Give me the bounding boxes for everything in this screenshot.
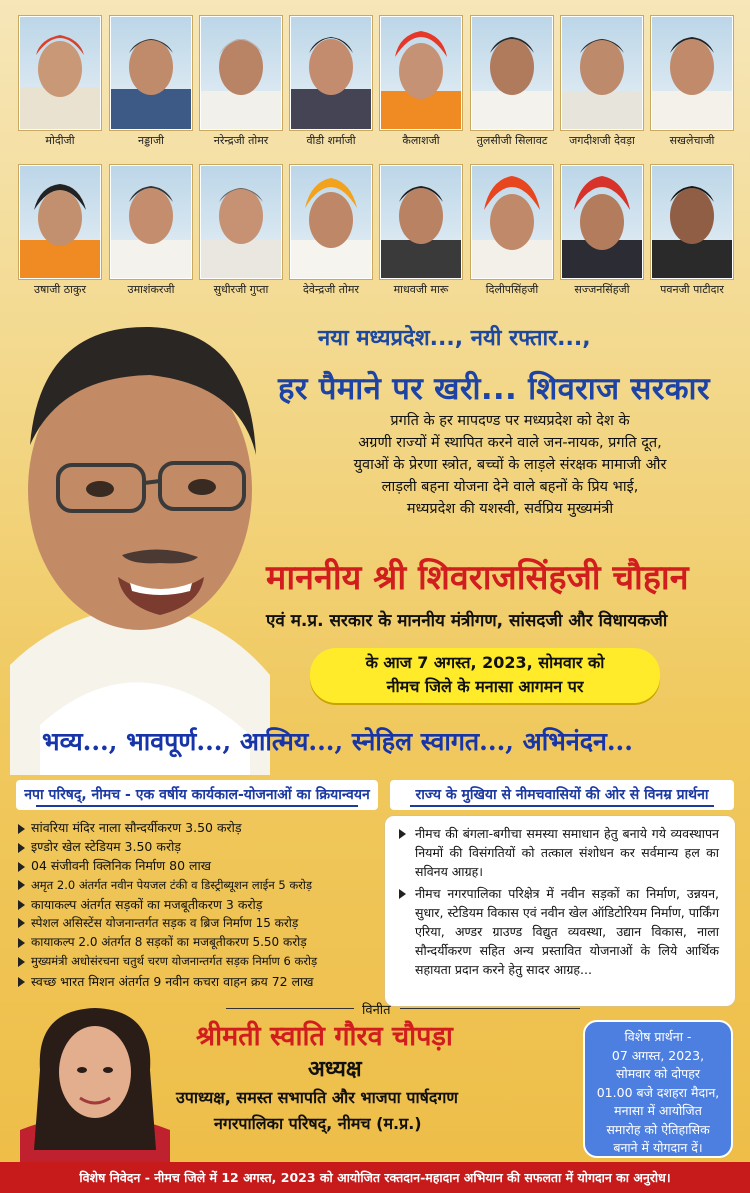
leader-card: [380, 165, 462, 297]
achievements-list: [18, 818, 380, 991]
intro-line: लाड़ली बहना योजना देने वाले बहनों के प्रिय भाई,: [381, 479, 639, 495]
bullet-icon: [18, 977, 25, 987]
list-item: स्वच्छ भारत मिशन अंतर्गत 9 नवीन कचरा वाहन क्रय 72 लाख: [18, 972, 380, 991]
slogan: नया मध्यप्रदेश..., नयी रफ्तार...,: [318, 326, 591, 351]
leader-card: [471, 16, 553, 148]
left-column-heading: नपा परिषद्, नीमच - एक वर्षीय कार्यकाल-योजनाओं का क्रियान्वयन: [16, 780, 378, 810]
organisation: नगरपालिका परिषद्, नीमच (म.प्र.): [214, 1114, 422, 1133]
leader-card: [290, 165, 372, 297]
request-line: विशेष प्रार्थना -: [624, 1029, 692, 1044]
leader-name: जगदीशजी देवड़ा: [569, 134, 635, 147]
leader-photo: [651, 16, 733, 130]
leader-photo: [561, 165, 643, 279]
ministers-subheading: एवं म.प्र. सरकार के माननीय मंत्रीगण, सांसदजी और विधायकजी: [266, 611, 668, 631]
request-line: मनासा में आयोजित: [614, 1103, 702, 1118]
leader-photo: [200, 16, 282, 130]
leader-name: देवेन्द्रजी तोमर: [303, 283, 359, 296]
bullet-icon: [18, 880, 25, 890]
leader-card: [200, 165, 282, 297]
leader-card: [651, 165, 733, 297]
bullet-icon: [18, 824, 25, 834]
president-title: अध्यक्ष: [308, 1057, 362, 1082]
cm-name: माननीय श्री शिवराजसिंहजी चौहान: [266, 558, 689, 598]
bullet-icon: [18, 918, 25, 928]
list-item: कायाकल्प 2.0 अंतर्गत 8 सड़कों का मजबूतीकरण 5.50 करोड़: [18, 933, 380, 952]
bullet-icon: [18, 900, 25, 910]
intro-line: अग्रणी राज्यों में स्थापित करने वाले जन-नायक, प्रगति दूत,: [358, 435, 662, 451]
list-item: स्पेशल असिस्टेंस योजनान्तर्गत सड़क व ब्रिज निर्माण 15 करोड़: [18, 914, 380, 933]
leader-photo: [651, 165, 733, 279]
leader-name: नरेन्द्रजी तोमर: [213, 134, 269, 147]
leader-name: तुलसीजी सिलावट: [476, 134, 548, 147]
list-item: कायाकल्प अंतर्गत सड़कों का मजबूतीकरण 3 करोड़: [18, 895, 380, 914]
leader-card: [380, 16, 462, 148]
cm-portrait: [0, 305, 280, 775]
leader-photo: [19, 165, 101, 279]
president-portrait: [20, 1000, 170, 1162]
welcome-banner: भव्य..., भावपूर्ण..., आत्मिय..., स्नेहिल स्वागत..., अभिनंदन...: [42, 727, 633, 756]
leader-card: [19, 16, 101, 148]
leader-photo: [110, 16, 192, 130]
leader-photo: [380, 165, 462, 279]
leader-name: पवनजी पाटीदार: [660, 283, 724, 296]
request-box: [384, 815, 736, 1007]
leader-name: मोदीजी: [45, 134, 75, 147]
intro-line: प्रगति के हर मापदण्ड पर मध्यप्रदेश को देश के: [390, 413, 630, 429]
list-item: सांवरिया मंदिर नाला सौन्दर्यीकरण 3.50 करोड़: [18, 818, 380, 837]
bullet-icon: [399, 889, 406, 899]
divider: [226, 1008, 354, 1009]
leader-name: दिलीपसिंहजी: [485, 283, 539, 296]
list-item: अमृत 2.0 अंतर्गत नवीन पेयजल टंकी व डिस्ट्रीब्यूशन लाईन 5 करोड़: [18, 876, 380, 895]
request-line: बनाने में योगदान दें।: [613, 1140, 703, 1155]
leader-photo: [200, 165, 282, 279]
leader-name: सखलेचाजी: [669, 134, 715, 147]
leader-card: [651, 16, 733, 148]
footer-banner: विशेष निवेदन - नीमच जिले में 12 अगस्त, 2023 को आयोजित रक्तदान-महादान अभियान की सफलता में योगदान का अनुरोध।: [0, 1162, 750, 1193]
request-item: नीमच नगरपालिका परिक्षेत्र में नवीन सड़कों का निर्माण, उन्नयन, सुधार, स्टेडियम विकास एवं नवीन खेल ऑडिटोरियम निर्माण, पार्किंग एरिया, अण्डर ग्राउण्ड विद्युत व्यवस्था, उद्यान विकास, नाला सौन्दर्यीकरण सहित अन्य प्रस्तावित योजनाओं के लिये आर्थिक सहायता प्रदान करने हेतु सादर आग्रह...: [399, 884, 719, 979]
visit-date-box: [310, 648, 660, 703]
bullet-icon: [18, 957, 25, 967]
leader-card: [200, 16, 282, 148]
leader-photo: [19, 16, 101, 130]
president-name: श्रीमती स्वाति गौरव चौपड़ा: [196, 1021, 453, 1052]
list-item: 04 संजीवनी क्लिनिक निर्माण 80 लाख: [18, 856, 380, 875]
leader-name: उमाशंकरजी: [127, 283, 175, 296]
leader-name: सज्जनसिंहजी: [574, 283, 630, 296]
bullet-icon: [18, 938, 25, 948]
list-item: इण्डोर खेल स्टेडियम 3.50 करोड़: [18, 837, 380, 856]
request-item: नीमच की बंगला-बगीचा समस्या समाधान हेतु बनाये गये व्यवस्थापन नियमों की विसंगतियों को तत्काल संशोधन कर सर्वमान्य हल का सविनय आग्रह।: [399, 824, 719, 881]
leader-name: माधवजी मारू: [393, 283, 449, 296]
bullet-icon: [18, 843, 25, 853]
leader-name: उषाजी ठाकुर: [34, 283, 86, 296]
request-line: 07 अगस्त, 2023,: [611, 1047, 705, 1063]
intro-paragraph: [300, 410, 720, 520]
leader-name: नड्डाजी: [138, 134, 164, 147]
right-column-heading: राज्य के मुखिया से नीमचवासियों की ओर से विनम्र प्रार्थना: [390, 780, 734, 810]
request-line: 01.00 बजे दशहरा मैदान,: [596, 1084, 720, 1100]
request-line: सोमवार को दोपहर: [616, 1066, 700, 1081]
leader-photo: [110, 165, 192, 279]
list-item: मुख्यमंत्री अधोसंरचना चतुर्थ चरण योजनान्तर्गत सड़क निर्माण 6 करोड़: [18, 952, 380, 971]
divider: [400, 1008, 580, 1009]
bullet-icon: [18, 862, 25, 872]
leader-photo: [290, 165, 372, 279]
leader-photo: [380, 16, 462, 130]
leader-photo: [290, 16, 372, 130]
leader-card: [471, 165, 553, 297]
special-request-box: [583, 1020, 733, 1158]
leader-photo: [471, 16, 553, 130]
leader-photo: [561, 16, 643, 130]
leader-name: वीडी शर्माजी: [306, 134, 356, 147]
leader-card: [19, 165, 101, 297]
headline: हर पैमाने पर खरी... शिवराज सरकार: [278, 371, 710, 407]
bullet-icon: [399, 829, 406, 839]
visit-line: के आज 7 अगस्त, 2023, सोमवार को: [365, 653, 605, 672]
visit-line: नीमच जिले के मनासा आगमन पर: [386, 677, 584, 696]
council-members: उपाध्यक्ष, समस्त सभापति और भाजपा पार्षदगण: [176, 1088, 458, 1107]
leader-card: [290, 16, 372, 148]
leader-card: [561, 165, 643, 297]
leader-name: सुधीरजी गुप्ता: [213, 283, 269, 296]
intro-line: मध्यप्रदेश की यशस्वी, सर्वप्रिय मुख्यमंत्री: [406, 501, 614, 517]
intro-line: युवाओं के प्रेरणा स्त्रोत, बच्चों के लाड़ले संरक्षक मामाजी और: [353, 457, 667, 473]
request-line: समारोह को ऐतिहासिक: [606, 1121, 710, 1137]
leader-card: [110, 165, 192, 297]
vinit-label: विनीत: [362, 1003, 391, 1018]
leader-photo: [471, 165, 553, 279]
leader-card: [110, 16, 192, 148]
leader-name: कैलाशजी: [402, 134, 440, 147]
leader-card: [561, 16, 643, 148]
